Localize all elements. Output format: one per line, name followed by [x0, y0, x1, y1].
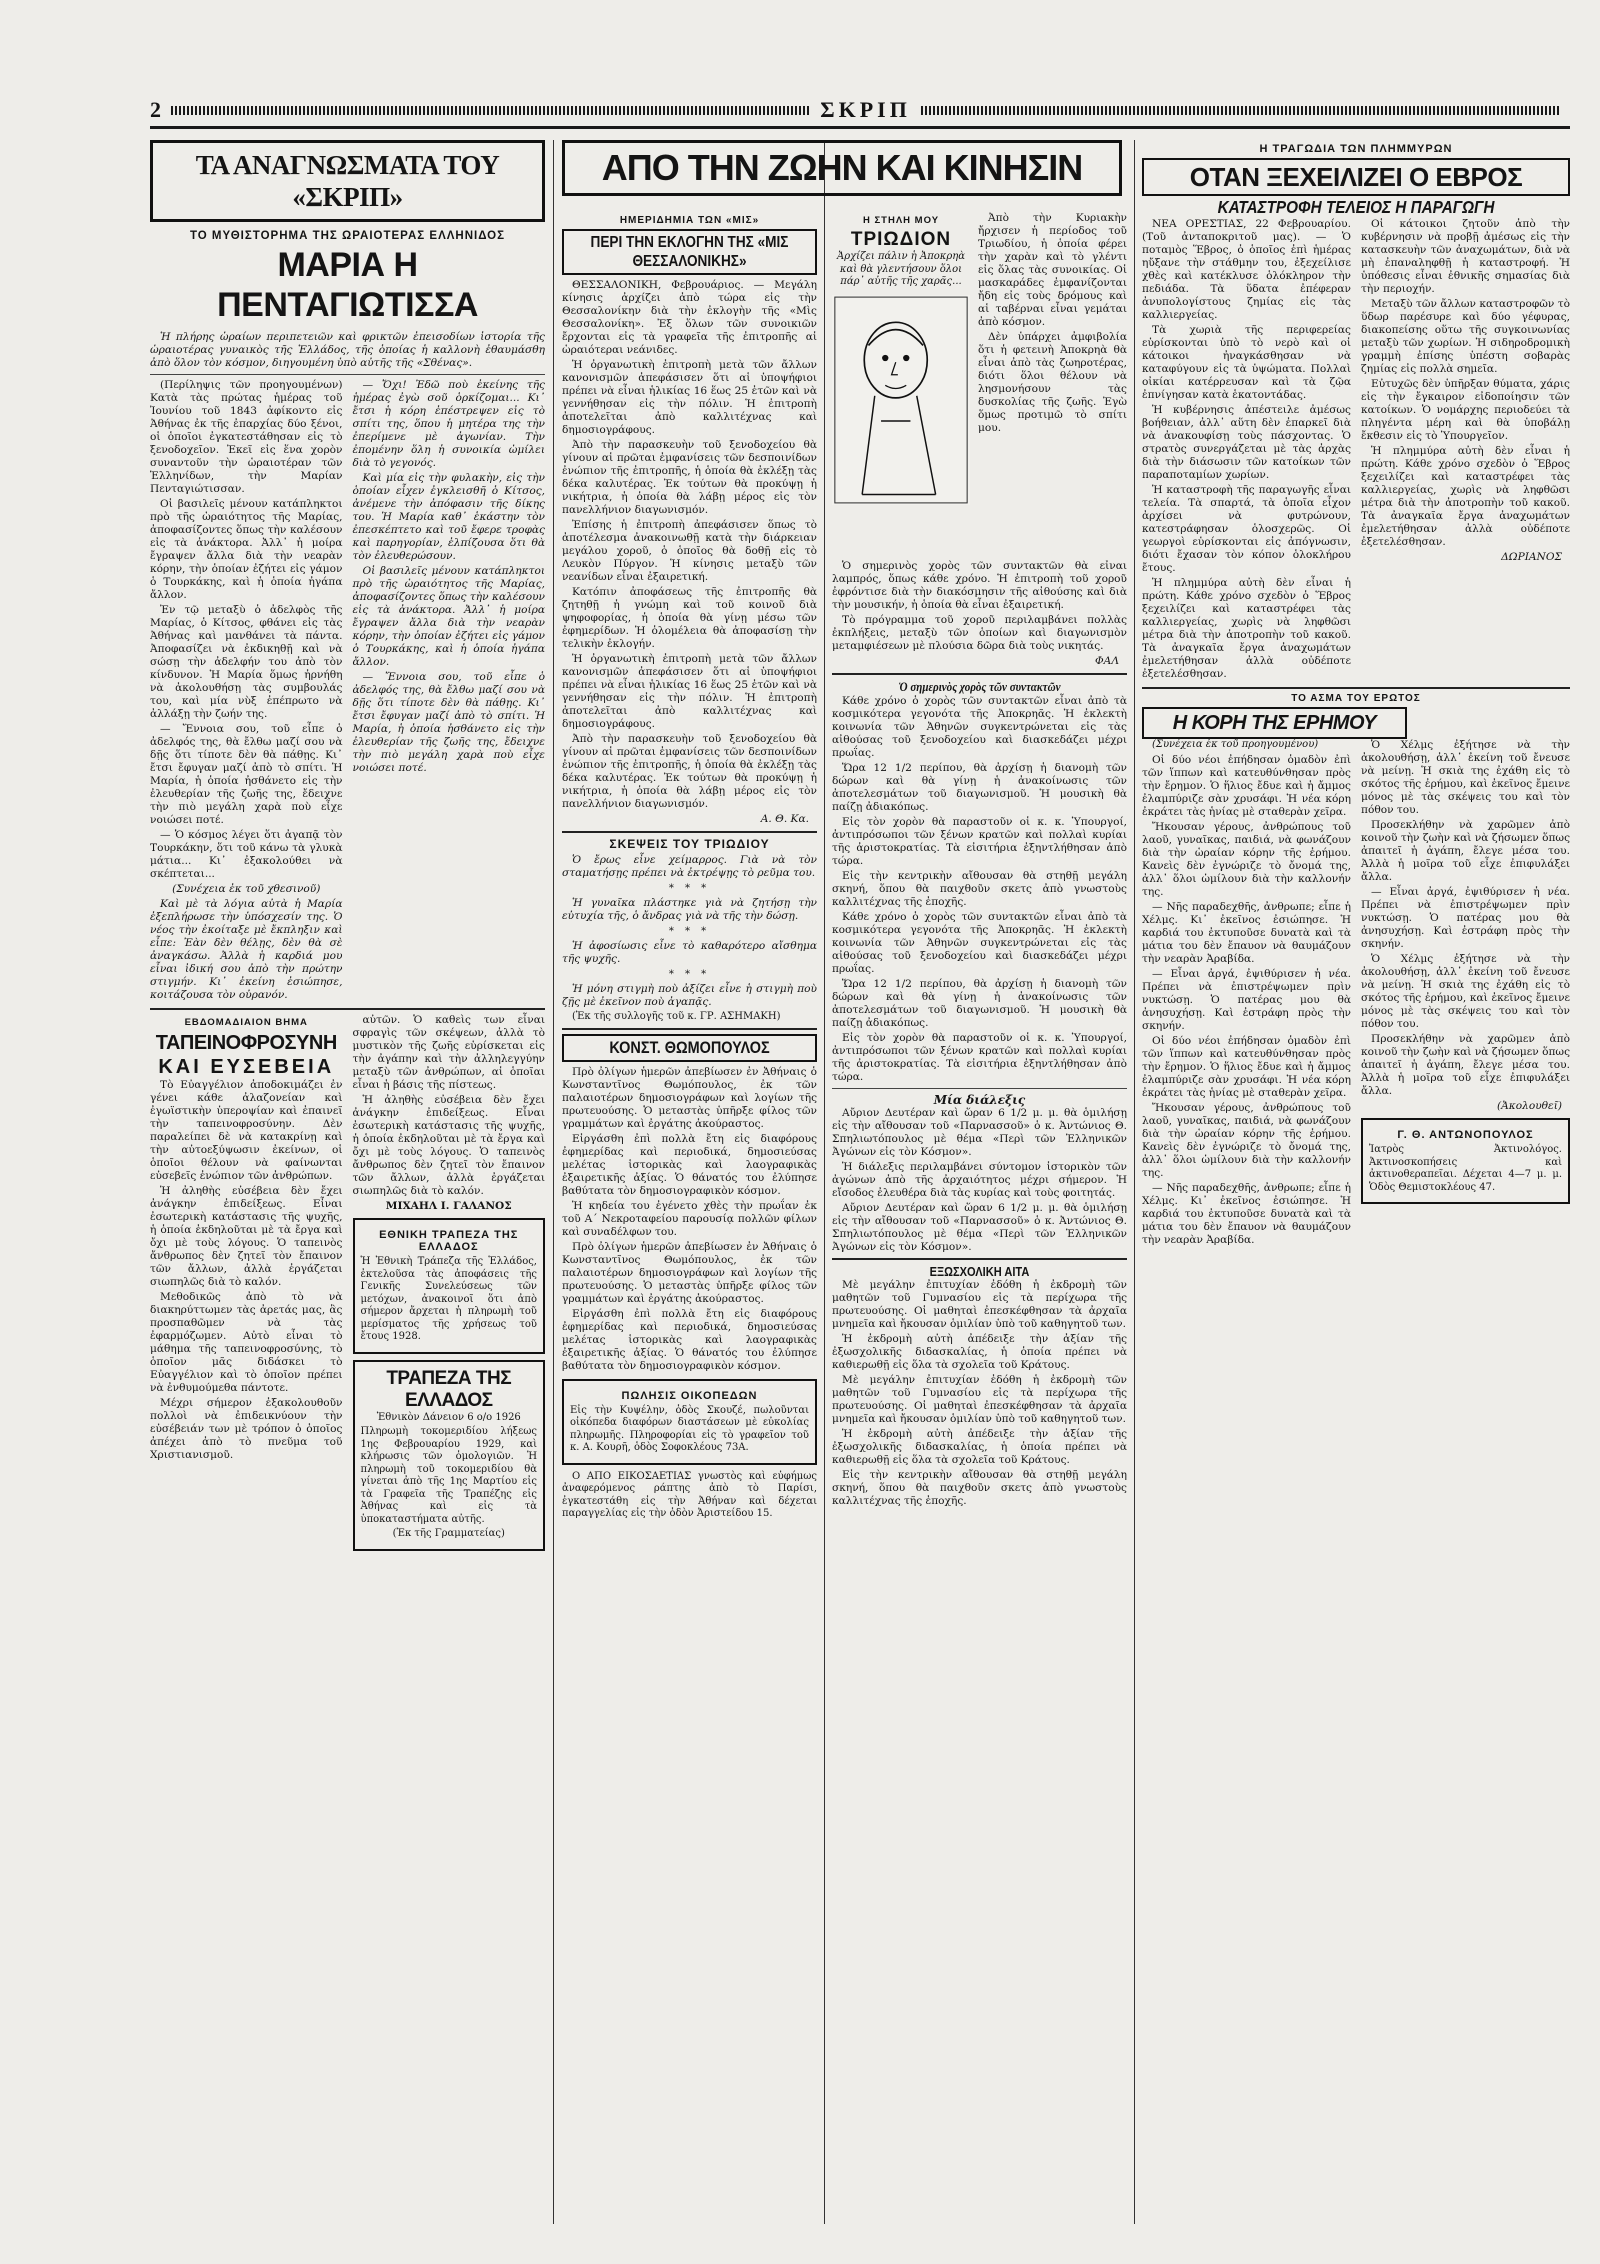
paragraph: Εἰργάσθη ἐπὶ πολλὰ ἔτη εἰς διαφόρους ἐφημερίδας καὶ περιοδικά, δημοσιεύσας μελέτας ἱστορικὰς καὶ λαογραφικὰς ἐξαιρετικῆς ἀξίας. Ὁ θάνατός του ἐλύπησε βαθύτατα τὸν δημοσιογραφικὸν κόσμον. — [562, 1132, 817, 1197]
obituary-title: ΚΟΝΣΤ. ΘΩΜΟΠΟΥΛΟΣ — [609, 1037, 770, 1057]
obituary-title-box — [562, 1034, 817, 1062]
paragraph: Ἡ ὀργανωτικὴ ἐπιτροπὴ μετὰ τῶν ἄλλων κανονισμῶν ἀπεφάσισεν ὅτι αἱ ὑποψήφιοι πρέπει νὰ εἶναι ἡλικίας 16 ἕως 25 ἐτῶν καὶ νὰ γεννήθησαν εἰς τὴν πόλιν. Ἡ ἐπιτροπὴ ἀποτελεῖται ἀπὸ καλλιτέχνας καὶ δημοσιογράφους. — [562, 359, 817, 436]
masthead-rule-left — [171, 106, 810, 115]
land-sale-title: ΠΩΛΗΣΙΣ ΟΙΚΟΠΕΔΩΝ — [621, 1389, 758, 1402]
paragraph: — Εἶναι ἀργά, ἐψιθύρισεν ἡ νέα. Πρέπει νὰ ἐπιστρέψωμεν πρὶν νυκτώσῃ. Ὁ πατέρας μου θὰ ἀνησυχήσῃ. Καὶ ἐστράφη πρὸς τὴν σκηνήν. — [1361, 886, 1570, 950]
eye-right — [903, 354, 909, 360]
paragraph: Ὁ Χέλμς ἐξήτησε νὰ τὴν ἀκολουθήσῃ, ἀλλ᾽ ἐκείνη τοῦ ἔνευσε νὰ μείνῃ. Ἡ σκιὰ της ἐχάθη εἰς τὸ σκότος τῆς ἐρήμου, καὶ ἐκεῖνος ἔμεινε μόνος μὲ τὰς σκέψεις του καὶ τὸν πόθον του. — [1361, 953, 1570, 1030]
doctor-ad — [1361, 1118, 1570, 1204]
paragraph: Τὰ χωριὰ τῆς περιφερείας εὑρίσκονται ὑπὸ τὸ νερὸ καὶ οἱ κάτοικοι ἠναγκάσθησαν νὰ καταφύγουν εἰς τὰ ὑψώματα. Πολλαὶ οἰκίαι κατέρρευσαν καὶ τὰ ζῷα ἐπνίγησαν κατὰ ἑκατοντάδας. — [1142, 324, 1351, 401]
religion-title-1: ΤΑΠΕΙΝΟΦΡΟΣΥΝΗ — [155, 1032, 337, 1054]
bank-notice-text: Πληρωμὴ τοκομεριδίου λήξεως 1ης Φεβρουαρίου 1929, καὶ κλήρωσις τῶν ὁμολογιῶν. Ἡ πληρωμὴ τοῦ τοκομεριδίου θὰ γίνεται ἀπὸ τῆς 1ης Μαρτίου εἰς τὰ Γραφεῖα τῆς Τραπέζης εἰς Ἀθήνας καὶ εἰς τὰ ὑποκαταστήματα αὐτῆς. — [360, 1426, 537, 1525]
paragraph: Ὁ Χέλμς ἐξήτησε νὰ τὴν ἀκολουθήσῃ, ἀλλ᾽ ἐκείνη τοῦ ἔνευσε νὰ μείνῃ. Ἡ σκιὰ της ἐχάθη εἰς τὸ σκότος τῆς ἐρήμου, καὶ ἐκεῖνος ἔμεινε μόνος μὲ τὰς σκέψεις του καὶ τὸν πόθον του. — [1361, 739, 1570, 816]
paragraph: ΘΕΣΣΑΛΟΝΙΚΗ, Φεβρουάριος. — Μεγάλη κίνησις ἀρχίζει ἀπὸ τώρα εἰς τὴν Θεσσαλονίκην διὰ τὴν ἐκλογὴν τῆς «Μὶς Θεσσαλονίκη». Ἐξ ὅλων τῶν συνοικιῶν ἔρχονται εἰς τὰ γραφεῖα τῆς ἐπιτροπῆς αἱ ὡραιότεραι νεάνιδες. — [562, 279, 817, 356]
article-signature: Α. Θ. Κα. — [760, 813, 809, 825]
religion-title-2: ΚΑΙ ΕΥΣΕΒΕΙΑ — [158, 1056, 335, 1078]
excursion-title: ΕΞΩΣΧΟΛΙΚΗ ΑΙΤΑ — [929, 1264, 1030, 1279]
paragraph: Ἀπὸ τὴν παρασκευὴν τοῦ ξενοδοχείου θὰ γίνουν αἱ πρῶται ἐμφανίσεις τῶν δεσποινίδων ἐνώπιον τῆς ἐπιτροπῆς, ἡ ὁποία θὰ ἐκλέξῃ τὰς δέκα καλυτέρας. Ἐκ τούτων θὰ προκύψῃ ἡ νικήτρια, ἡ ὁποία θὰ λάβῃ μέρος εἰς τὸν πανελλήνιον διαγωνισμόν. — [562, 439, 817, 516]
paragraph: Οἱ δύο νέοι ἐπήδησαν ὁμαδὸν ἐπὶ τῶν ἵππων καὶ κατευθύνθησαν πρὸς τὴν ἔρημον. Ὁ ἥλιος ἔδυε καὶ ἡ ἄμμος ἐλαμπύριζε σὰν χρυσάφι. Ἡ νέα κόρη ἐκράτει τὰς ἡνίας μὲ σταθερὰν χεῖρα. — [1142, 1034, 1351, 1099]
serial-body — [150, 379, 545, 1004]
illustration-frame — [835, 297, 967, 503]
divider — [832, 1258, 1127, 1260]
divider — [562, 1028, 817, 1030]
aphorism-source: (Ἐκ τῆς συλλογῆς τοῦ κ. ΓΡ. ΑΣΗΜΑΚΗ) — [572, 1011, 781, 1022]
paragraph: Ἡ πλημμύρα αὐτὴ δὲν εἶναι ἡ πρώτη. Κάθε χρόνο σχεδὸν ὁ Ἕβρος ξεχειλίζει καὶ καταστρέφει τὰς καλλιεργείας, χωρὶς νὰ ληφθῶσι μέτρα διὰ τὴν ἀποτροπὴν τοῦ κακοῦ. Τὰ ἀναγκαῖα ἔργα ἀναχωμάτων ἐμελετήθησαν ἀλλὰ οὐδέποτε ἐξετελέσθησαν. — [1361, 445, 1570, 548]
paragraph: Εἰργάσθη ἐπὶ πολλὰ ἔτη εἰς διαφόρους ἐφημερίδας καὶ περιοδικά, δημοσιεύσας μελέτας ἱστορικὰς καὶ λαογραφικὰς ἐξαιρετικῆς ἀξίας. Ὁ θάνατός του ἐλύπησε βαθύτατα τὸν δημοσιογραφικὸν κόσμον. — [562, 1307, 817, 1372]
bank-ad-title: ΕΘΝΙΚΗ ΤΡΑΠΕΖΑ ΤΗΣ ΕΛΛΑΔΟΣ — [379, 1229, 519, 1253]
paragraph: Ἡ καταστροφὴ τῆς παραγωγῆς εἶναι τελεία. Τὰ σπαρτά, τὰ ὁποῖα εἶχον ἀρχίσει νὰ φυτρώνουν, κατεστράφησαν ὁλοσχερῶς. Οἱ γεωργοὶ εὑρίσκονται εἰς ἀπόγνωσιν, διότι ἔχασαν τὸν κόπον ὁλοκλήρου ἔτους. — [1142, 484, 1351, 574]
serial-subcolumn-right — [353, 379, 546, 1004]
paragraph: Καὶ μὲ τὰ λόγια αὐτὰ ἡ Μαρία ἐξεπλήρωσε τὴν ὑπόσχεσίν της. Ὁ νέος τὴν ἐκοίταξε μὲ ἔκπληξιν καὶ εἶπε: Ἐὰν δὲν θέλῃς, δὲν θὰ σὲ ἀναγκάσω. Ἀλλὰ ἡ καρδιά μου εἶναι ἰδική σου ἀπὸ τὴν πρώτην στιγμήν. Κι᾽ ἐκείνη ἐσιώπησε, κοιτάζουσα τὸν οὐρανόν. — [150, 898, 343, 1001]
paragraph: Δὲν ὑπάρχει ἀμφιβολία ὅτι ἡ φετεινὴ Ἀποκρηὰ θὰ εἶναι ἀπὸ τὰς ζωηροτέρας, διότι ὅλοι θέλουν νὰ λησμονήσουν τὰς δυσκολίας τῆς ζωῆς. Ἐγὼ ὅμως προτιμῶ τὸ σπίτι μου. — [978, 331, 1127, 434]
flood-signature: ΔΩΡΙΑΝΟΣ — [1501, 551, 1562, 563]
series-banner: ΤΑ ΑΝΑΓΝΩΣΜΑΤΑ ΤΟΥ «ΣΚΡΙΠ» — [195, 150, 500, 212]
bank-ad-text: Ἡ Ἐθνικὴ Τράπεζα τῆς Ἑλλάδος, ἐκτελοῦσα τὰς ἀποφάσεις τῆς Γενικῆς Συνελεύσεως τῶν μετόχων, ἀνακοινοῖ ὅτι ἀπὸ σήμερον ἄρχεται ἡ πληρωμὴ τοῦ μερίσματος τῆς χρήσεως τοῦ ἔτους 1928. — [360, 1256, 537, 1342]
paragraph: ΝΕΑ ΟΡΕΣΤΙΑΣ, 22 Φεβρουαρίου. (Τοῦ ἀνταποκριτοῦ μας). — Ὁ ποταμὸς Ἕβρος, ὁ ὁποῖος ἐπὶ ἡμέρας ηὔξανε τὴν στάθμην του, ἐξεχείλισε χθὲς καὶ κατέκλυσε ὁλόκληρον τὴν πεδιάδα. Τὰ ὕδατα ἐπέφεραν ἀνυπολογίστους ζημίας εἰς τὰς καλλιεργείας. — [1142, 218, 1351, 321]
life-banner-box — [562, 140, 1122, 196]
flood-body — [1142, 218, 1570, 683]
bank-ad — [353, 1218, 546, 1354]
divider — [150, 1008, 545, 1010]
paragraph: Ἡ ὀργανωτικὴ ἐπιτροπὴ μετὰ τῶν ἄλλων κανονισμῶν ἀπεφάσισεν ὅτι αἱ ὑποψήφιοι πρέπει νὰ εἶναι ἡλικίας 16 ἕως 25 ἐτῶν καὶ νὰ γεννήθησαν εἰς τὴν πόλιν. Ἡ ἐπιτροπὴ ἀποτελεῖται ἀπὸ καλλιτέχνας καὶ δημοσιογράφους. — [562, 653, 817, 730]
paragraph: Τὸ Εὐαγγέλιον ἀποδοκιμάζει ἐν γένει κάθε ἀλαζονείαν καὶ ἐγωϊστικὴν ὑπεροψίαν καὶ ἐπαινεῖ τὴν ταπεινοφροσύνην. Δὲν παραλείπει δὲ νὰ κατακρίνῃ καὶ τὴν αὐτοεξύψωσιν ἐκείνων, οἱ ὁποῖοι θέλουν νὰ φαίνωνται εὐσεβεῖς ἐνώπιον τῶν ἀνθρώπων. — [150, 1079, 343, 1182]
doctor-ad-title: Γ. Θ. ΑΝΤΩΝΟΠΟΥΛΟΣ — [1397, 1129, 1534, 1141]
separator-stars: * * * — [668, 883, 711, 894]
paragraph: Κάθε χρόνο ὁ χορὸς τῶν συντακτῶν εἶναι ἀπὸ τὰ κοσμικότερα γεγονότα τῆς Ἀποκρηᾶς. Ἡ ἐκλεκτὴ κοινωνία τῶν Ἀθηνῶν συγκεντρώνεται εἰς τὰς αἰθούσας τοῦ ξενοδοχείου καὶ διασκεδάζει μέχρι πρωΐας. — [832, 695, 1127, 759]
my-column-kicker: Η ΣΤΗΛΗ ΜΟΥ — [862, 215, 940, 226]
nose — [892, 362, 898, 375]
love-song-kicker: ΤΟ ΑΣΜΑ ΤΟΥ ΕΡΩΤΟΣ — [1291, 693, 1421, 704]
paragraph: Ἡ ἀληθὴς εὐσέβεια δὲν ἔχει ἀνάγκην ἐπιδείξεως. Εἶναι ἐσωτερικὴ κατάστασις τῆς ψυχῆς, ἡ ὁποία ἐκδηλοῦται μὲ τὰ ἔργα καὶ ὄχι μὲ τοὺς λόγους. Ὁ ταπεινὸς ἄνθρωπος δὲν ζητεῖ τὸν ἔπαινον τῶν ἄλλων, ἀλλὰ ἐργάζεται σιωπηλῶς διὰ τὸ καλόν. — [352, 1094, 545, 1197]
paragraph: Οἱ βασιλεῖς μένουν κατάπληκτοι πρὸ τῆς ὡραιότητος τῆς Μαρίας, ἀποφασίζοντες ὅπως τὴν καλέσουν εἰς τὰ ἀνάκτορα. Ἀλλ᾽ ἡ μοίρα ἔγραψεν ἄλλα διὰ τὴν νεαρὰν κόρην, τὴν ὁποίαν ἐζήτει εἰς γάμον ὁ Τουρκάκης, καὶ ἡ ὁποία ἠγάπα ἄλλον. — [150, 498, 343, 601]
paragraph: (Περίληψις τῶν προηγουμένων) Κατὰ τὰς πρώτας ἡμέρας τοῦ Ἰουνίου τοῦ 1843 ἀφίκοντο εἰς Ἀθήνας ἐκ τῆς ἐπαρχίας δύο ξένοι, οἱ ὁποῖοι ἐγκατεστάθησαν εἰς τὸ ξενοδοχεῖον. Ἐκεῖ εἰς ἕνα χορὸν συναντοῦν τὴν ὡραιοτέραν τῶν Ἑλληνίδων, τὴν Μαρίαν Πενταγιώτισσαν. — [150, 379, 343, 495]
religion-article-continued — [353, 1014, 546, 1557]
column-divider — [1134, 140, 1135, 2224]
my-column-intro: Ἀρχίζει πάλιν ἡ Ἀποκρηὰ καὶ θὰ γλεντήσουν ὅλοι πάρ᾽ αὐτῆς τῆς χαρᾶς... — [837, 251, 965, 287]
serial-title: ΜΑΡΙΑ Η ΠΕΝΤΑΓΙΩΤΙΣΣΑ — [217, 246, 478, 324]
desert-body — [1142, 739, 1570, 1249]
hair-line — [868, 329, 923, 345]
paragraph: Ἀπὸ τὴν Κυριακὴν ἤρχισεν ἡ περίοδος τοῦ Τριωδίου, ἡ ὁποία φέρει τὴν χαρὰν καὶ τὸ γλέντι εἰς ὅλας τὰς συνοικίας. Οἱ μασκαράδες ἐμφανίζονται ἤδη εἰς τοὺς δρόμους καὶ αἱ ταβέρναι εἶναι γεμάται ἀπὸ κόσμον. — [978, 212, 1127, 328]
paragraph: Εἰς τὸν χορὸν θὰ παραστοῦν οἱ κ. κ. Ὑπουργοί, ἀντιπρόσωποι τῶν ξένων κρατῶν καὶ πολλαὶ κυρίαι τῆς ἀριστοκρατίας. Τὰ εἰσιτήρια ἐξηντλήθησαν ἀπὸ τώρα. — [832, 816, 1127, 867]
flood-subcolumn-left — [1142, 218, 1351, 683]
life-banner: ΑΠΟ ΤΗΝ ΖΩΗΝ ΚΑΙ ΚΙΝΗΣΙΝ — [601, 147, 1083, 188]
paragraph: Εὐτυχῶς δὲν ὑπῆρξαν θύματα, χάρις εἰς τὴν ἔγκαιρον εἰδοποίησιν τῶν κατοίκων. Ὁ νομάρχης περιοδεύει τὰ πληγέντα μέρη καὶ θὰ ὑποβάλῃ ἔκθεσιν εἰς τὸ Ὑπουργεῖον. — [1361, 378, 1570, 442]
divider — [150, 374, 545, 375]
paragraph: — Ὁ κόσμος λέγει ὅτι ἀγαπᾷ τὸν Τουρκάκην, ὅτι τοῦ κάνω τὰ γλυκὰ μάτια... Κι᾽ ἐξακολούθει νὰ σκέπτεται... — [150, 829, 343, 880]
paragraph: Μὲ μεγάλην ἐπιτυχίαν ἐδόθη ἡ ἐκδρομὴ τῶν μαθητῶν τοῦ Γυμνασίου εἰς τὰ περίχωρα τῆς πρωτευούσης. Οἱ μαθηταὶ ἐπεσκέφθησαν τὰ ἀρχαῖα μνημεῖα καὶ ἤκουσαν ὁμιλίαν ὑπὸ τοῦ καθηγητοῦ των. — [832, 1374, 1127, 1425]
column-divider — [553, 140, 554, 2224]
dance-title: Ὁ σημερινὸς χορὸς τῶν συντακτῶν — [898, 679, 1061, 694]
paragraph: — Ὄχι! Ἐδῶ ποὺ ἐκείνης τῆς ἡμέρας ἐγὼ σοῦ ὁρκίζομαι... Κι᾽ ἔτσι ἡ κόρη ἐπέστρεψεν εἰς τὸ σπίτι της, ὅπου ἡ μητέρα της τὴν ἐπερίμενε μὲ ἀγωνίαν. Τὴν ἐπομένην ὅλη ἡ συνοικία ὡμίλει διὰ τὸ γεγονός. — [352, 379, 545, 469]
paragraph: Ἡ πλημμύρα αὐτὴ δὲν εἶναι ἡ πρώτη. Κάθε χρόνο σχεδὸν ὁ Ἕβρος ξεχειλίζει καὶ καταστρέφει τὰς καλλιεργείας, χωρὶς νὰ ληφθῶσι μέτρα διὰ τὴν ἀποτροπὴν τοῦ κακοῦ. Τὰ ἀναγκαῖα ἔργα ἀναχωμάτων ἐμελετήθησαν ἀλλὰ οὐδέποτε ἐξετελέσθησαν. — [1142, 577, 1351, 680]
masthead — [150, 96, 1570, 124]
land-sale-text: Εἰς τὴν Κυψέλην, ὁδὸς Σκουζέ, πωλοῦνται οἰκόπεδα διαφόρων διαστάσεων μὲ εὐκολίας πληρωμῆς. Πληροφορίαι εἰς τὸ γραφεῖον τοῦ κ. Α. Κουρῆ, ὁδὸς Σοφοκλέους 73Α. — [570, 1404, 809, 1453]
separator-stars: * * * — [668, 926, 711, 937]
column-miss — [562, 212, 817, 2224]
paragraph: Κατόπιν ἀποφάσεως τῆς ἐπιτροπῆς θὰ ζητηθῇ ἡ γνώμη καὶ τοῦ κοινοῦ διὰ ψηφοφορίας, ἡ ὁποία θὰ γίνῃ μέσω τῶν ἐφημερίδων. Ἡ ὁλομέλεια θὰ ἀποφασίσῃ τὴν τελικὴν ἐκλογήν. — [562, 586, 817, 650]
serial-intro: Ἡ πλήρης ὡραίων περιπετειῶν καὶ φρικτῶν ἐπεισοδίων ἱστορία τῆς ὡραιοτέρας γυναικὸς τῆς Ἑλλάδος, τῆς ὁποίας ἡ καλλονὴ ἐθαυμάσθη ἀπὸ ὅλον τὸν κόσμον, διηγουμένη ὑπὸ αὐτῆς τῆς «Σθένας». — [150, 331, 545, 369]
paragraph: Μὲ μεγάλην ἐπιτυχίαν ἐδόθη ἡ ἐκδρομὴ τῶν μαθητῶν τοῦ Γυμνασίου εἰς τὰ περίχωρα τῆς πρωτευούσης. Οἱ μαθηταὶ ἐπεσκέφθησαν τὰ ἀρχαῖα μνημεῖα καὶ ἤκουσαν ὁμιλίαν ὑπὸ τοῦ καθηγητοῦ των. — [832, 1279, 1127, 1330]
author-signature: ΜΙΧΑΗΛ Ι. ΓΑΛΑΝΟΣ — [385, 1200, 512, 1212]
paragraph: Ἡ ἐκδρομὴ αὐτὴ ἀπέδειξε τὴν ἀξίαν τῆς ἐξωσχολικῆς διδασκαλίας, ἡ ὁποία πρέπει νὰ καθιερωθῇ εἰς ὅλα τὰ σχολεῖα τοῦ Κράτους. — [832, 1333, 1127, 1371]
column-signature: ΦΑΛ — [1095, 655, 1119, 667]
serial-subtitle: ΤΟ ΜΥΘΙΣΤΟΡΗΜΑ ΤΗΣ ΩΡΑΙΟΤΕΡΑΣ ΕΛΛΗΝΙΔΟΣ — [189, 230, 506, 242]
paragraph: Ἡ ἐκδρομὴ αὐτὴ ἀπέδειξε τὴν ἀξίαν τῆς ἐξωσχολικῆς διδασκαλίας, ἡ ὁποία πρέπει νὰ καθιερωθῇ εἰς ὅλα τὰ σχολεῖα τοῦ Κράτους. — [832, 1428, 1127, 1466]
divider — [1142, 687, 1570, 689]
bank-notice-title: ΤΡΑΠΕΖΑ ΤΗΣ ΕΛΛΑΔΟΣ — [386, 1367, 512, 1411]
paragraph: Ἀπὸ τὴν παρασκευὴν τοῦ ξενοδοχείου θὰ γίνουν αἱ πρῶται ἐμφανίσεις τῶν δεσποινίδων ἐνώπιον τῆς ἐπιτροπῆς, ἡ ὁποία θὰ ἐκλέξῃ τὰς δέκα καλυτέρας. Ἐκ τούτων θὰ προκύψῃ ἡ νικήτρια, ἡ ὁποία θὰ λάβῃ μέρος εἰς τὸν πανελλήνιον διαγωνισμόν. — [562, 733, 817, 810]
flood-title-2: ΚΑΤΑΣΤΡΟΦΗ ΤΕΛΕΙΟΣ Η ΠΑΡΑΓΩΓΗ — [1217, 197, 1495, 217]
my-column-title: ΤΡΙΩΔΙΟΝ — [850, 229, 952, 250]
flood-kicker: Η ΤΡΑΓΩΔΙΑ ΤΩΝ ΠΛΗΜΜΥΡΩΝ — [1259, 143, 1453, 155]
divider — [562, 831, 817, 833]
paragraph: Ὁ σημερινὸς χορὸς τῶν συντακτῶν θὰ εἶναι λαμπρός, ὅπως κάθε χρόνο. Ἡ ἐπιτροπὴ τοῦ χοροῦ ἐφρόντισε διὰ τὴν διακόσμησιν τῆς αἰθούσης καὶ διὰ τὴν μουσικήν, ἡ ὁποία θὰ εἶναι ἐξαιρετική. — [832, 560, 1127, 611]
bank-notice-ad — [353, 1360, 546, 1551]
paragraph: Ἡ διάλεξις περιλαμβάνει σύντομον ἱστορικὸν τῶν ἀγώνων ἀπὸ τῆς ἀρχαιότητος μέχρι σήμερον. Ἡ εἴσοδος ἐλευθέρα διὰ τὰς κυρίας καὶ τοὺς φοιτητάς. — [832, 1161, 1127, 1199]
serial-subcolumn-left — [150, 379, 343, 1004]
desert-title-box — [1142, 707, 1407, 739]
paragraph: Κάθε χρόνο ὁ χορὸς τῶν συντακτῶν εἶναι ἀπὸ τὰ κοσμικότερα γεγονότα τῆς Ἀποκρηᾶς. Ἡ ἐκλεκτὴ κοινωνία τῶν Ἀθηνῶν συγκεντρώνεται εἰς τὰς αἰθούσας τοῦ ξενοδοχείου καὶ διασκεδάζει μέχρι πρωΐας. — [832, 911, 1127, 975]
doctor-ad-text: Ἰατρὸς Ἀκτινολόγος. Ἀκτινοσκοπήσεις καὶ ἀκτινοθεραπεῖαι. Δέχεται 4—7 μ. μ. Ὁδὸς Θεμιστοκλέους 47. — [1369, 1144, 1562, 1193]
miss-kicker: ΗΜΕΡΙΔΗΜΙΑ ΤΩΝ «ΜΙΣ» — [619, 215, 760, 226]
land-sale-ad — [562, 1379, 817, 1465]
paragraph: Οἱ βασιλεῖς μένουν κατάπληκτοι πρὸ τῆς ὡραιότητος τῆς Μαρίας, ἀποφασίζοντες ὅπως τὴν καλέσουν εἰς τὰ ἀνάκτορα. Ἀλλ᾽ ἡ μοίρα ἔγραψεν ἄλλα διὰ τὴν νεαρὰν κόρην, τὴν ὁποίαν ἐζήτει εἰς γάμον ὁ Τουρκάκης, καὶ ἡ ὁποία ἠγάπα ἄλλον. — [352, 565, 545, 668]
paragraph: Μεταξὺ τῶν ἄλλων καταστροφῶν τὸ ὕδωρ παρέσυρε καὶ δύο γέφυρας, διακοπείσης οὕτω τῆς συγκοινωνίας μεταξὺ τῶν χωρίων. Ἡ σιδηροδρομικὴ γραμμὴ ἐπίσης ὑπέστη σοβαρὰς ζημίας εἰς πολλὰ σημεῖα. — [1361, 298, 1570, 375]
paragraph: Ἐν τῷ μεταξὺ ὁ ἀδελφὸς τῆς Μαρίας, ὁ Κίτσος, φθάνει εἰς τὰς Ἀθήνας καὶ μανθάνει τὰ πάντα. Ἀποφασίζει νὰ ἐκδικηθῇ καὶ νὰ σώσῃ τὴν ἀδελφήν του ἀπὸ τὸν κίνδυνον. Ἡ Μαρία ὅμως ἠρνήθη νὰ ἀκολουθήσῃ τὰς συμβουλάς του, καὶ μία νὺξ ἐπέπρωτο νὰ ἀλλάξῃ τὴν ζωήν της. — [150, 604, 343, 720]
aphorism: Ἡ ἀφοσίωσις εἶνε τὸ καθαρότερο αἴσθημα τῆς ψυχῆς. — [562, 940, 817, 965]
paragraph: αὐτῶν. Ὁ καθεὶς των εἶναι σφραγὶς τῶν σκέψεων, ἀλλὰ τὸ μυστικὸν τῆς ζωῆς εὑρίσκεται εἰς τὴν ἀγάπην καὶ τὴν ἀλληλεγγύην μεταξὺ τῶν ἀνθρώπων, αἱ ὁποῖαι εἶναι ἡ βάσις τῆς πίστεως. — [352, 1014, 545, 1091]
paragraph: Ἡ κηδεία του ἐγένετο χθὲς τὴν πρωΐαν ἐκ τοῦ Α΄ Νεκροταφείου παρουσίᾳ πολλῶν φίλων καὶ συναδέλφων του. — [562, 1199, 817, 1238]
paragraph: — Ἔννοια σου, τοῦ εἶπε ὁ ἀδελφός της, θὰ ἔλθω μαζί σου νὰ δῇς ὅτι τίποτε δὲν θὰ πάθῃς. Κι᾽ ἔτσι ἔφυγαν μαζί ἀπὸ τὸ σπίτι. Ἡ Μαρία, ἡ ὁποία ἠσθάνετο εἰς τὴν ἐλευθερίαν τῆς ζωῆς της, ἔδειχνε τὴν πιὸ μεγάλη χαρὰ ποὺ εἶχε νοιώσει ποτέ. — [150, 723, 343, 826]
continuation-note: (Συνέχεια ἐκ τοῦ χθεσινοῦ) — [172, 883, 321, 895]
paragraph: Καὶ μία εἰς τὴν φυλακὴν, εἰς τὴν ὁποίαν εἶχεν ἐγκλεισθῆ ὁ Κίτσος, ἀνέμενε τὴν ἀπόφασιν τῆς δίκης του. Ἡ Μαρία καθ᾽ ἑκάστην τὸν ἐπεσκέπτετο καὶ τοῦ ἔφερε τροφὰς καὶ παρηγορίαν, ἐλπίζουσα ὅτι θὰ τὸν ἐλευθερώσουν. — [352, 472, 545, 562]
bank-notice-sub: Ἐθνικὸν Δάνειον 6 o/o 1926 — [376, 1411, 521, 1423]
column-serial — [150, 140, 545, 2224]
divider — [832, 673, 1127, 675]
miss-title: ΠΕΡΙ ΤΗΝ ΕΚΛΟΓΗΝ ΤΗΣ «ΜΙΣ ΘΕΣΣΑΛΟΝΙΚΗΣ» — [590, 234, 789, 270]
desert-note: (Ἀκολουθεῖ) — [1497, 1100, 1562, 1112]
aphorism: Ὁ ἔρως εἶνε χείμαρρος. Γιὰ νὰ τὸν σταματήσῃς πρέπει νὰ ἐκτρέψῃς τὸ ρεῦμα του. — [562, 854, 817, 879]
paragraph: Ἤκουσαν γέρους, ἀνθρώπους τοῦ λαοῦ, γυναῖκας, παιδιά, νὰ φωνάζουν διὰ τὴν ὡραίαν κόρην τῆς ἐρήμου. Κανεὶς δὲν ἐγνώριζε τὸ ὄνομά της, ἀλλ᾽ ὅλοι ὡμίλουν διὰ τὴν καλλονήν της. — [1142, 1101, 1351, 1179]
paragraph: Αὔριον Δευτέραν καὶ ὥραν 6 1/2 μ. μ. θὰ ὁμιλήσῃ εἰς τὴν αἴθουσαν τοῦ «Παρνασσοῦ» ὁ κ. Ἀντώνιος Θ. Σπηλιωτόπουλος μὲ θέμα «Περὶ τῶν Ἑλληνικῶν Ἀγώνων εἰς τὸν Κόσμον». — [832, 1202, 1127, 1253]
separator-stars: * * * — [668, 969, 711, 980]
mouth — [885, 385, 906, 388]
newspaper-title: ΣΚΡΙΠ — [820, 97, 911, 122]
body-lines — [862, 395, 936, 494]
paragraph: Εἰς τὸν χορὸν θὰ παραστοῦν οἱ κ. κ. Ὑπουργοί, ἀντιπρόσωποι τῶν ξένων κρατῶν καὶ πολλαὶ κυρίαι τῆς ἀριστοκρατίας. Τὰ εἰσιτήρια ἐξηντλήθησαν ἀπὸ τώρα. — [832, 1032, 1127, 1083]
flood-title-1: ΟΤΑΝ ΞΕΧΕΙΛΙΖΕΙ Ο ΕΒΡΟΣ — [1189, 162, 1523, 192]
bank-notice-sig: (Ἐκ τῆς Γραμματείας) — [392, 1528, 505, 1539]
column-flood — [1142, 140, 1570, 2224]
paragraph: Οἱ κάτοικοι ζητοῦν ἀπὸ τὴν κυβέρνησιν νὰ προβῇ ἀμέσως εἰς τὴν κατασκευὴν τῶν ἀναχωμάτων, διὰ νὰ μὴ ἐπαναληφθῇ ἡ καταστροφή. Ἡ ὑπόθεσις εἶναι ἐθνικῆς σημασίας διὰ τὴν περιοχήν. — [1361, 218, 1570, 295]
paragraph: Ὥρα 12 1/2 περίπου, θὰ ἀρχίσῃ ἡ διανομὴ τῶν δώρων καὶ θὰ γίνῃ ἡ ἀνακοίνωσις τῶν ἀποτελεσμάτων τοῦ διαγωνισμοῦ. Ἡ μουσικὴ θὰ παίζῃ ἀδιακόπως. — [832, 978, 1127, 1029]
page-number: 2 — [150, 97, 161, 122]
paragraph: Ὥρα 12 1/2 περίπου, θὰ ἀρχίσῃ ἡ διανομὴ τῶν δώρων καὶ θὰ γίνῃ ἡ ἀνακοίνωσις τῶν ἀποτελεσμάτων τοῦ διαγωνισμοῦ. Ἡ μουσικὴ θὰ παίζῃ ἀδιακόπως. — [832, 762, 1127, 813]
paragraph: — Νῆς παραδεχθῆς, ἀνθρωπε; εἶπε ἡ Χέλμς. Κι᾽ ἐκεῖνος ἐσιώπησε. Ἡ καρδιά του ἐκτυποῦσε δυνατὰ καὶ τὰ μάτια του δὲν ἔπαυον νὰ θαυμάζουν τὴν νεαρὰν Ἀραβίδα. — [1142, 1181, 1351, 1246]
paragraph: Εἰς τὴν κεντρικὴν αἴθουσαν θὰ στηθῇ μεγάλη σκηνή, ὅπου θὰ παιχθοῦν σκετς ἀπὸ γνωστοὺς καλλιτέχνας τῆς ἐποχῆς. — [832, 1469, 1127, 1507]
paragraph: Μέχρι σήμερον ἐξακολουθοῦν πολλοὶ νὰ ἐπιδεικνύουν τὴν εὐσέβειάν των μὲ τρόπον ὁ ὁποῖος ἀπέχει ἀπὸ τὸ πνεῦμα τοῦ Χριστιανισμοῦ. — [150, 1397, 343, 1461]
column-dance — [832, 560, 1127, 2224]
paragraph: Πρὸ ὀλίγων ἡμερῶν ἀπεβίωσεν ἐν Ἀθήναις ὁ Κωνσταντῖνος Θωμόπουλος, ἐκ τῶν παλαιοτέρων δημοσιογράφων καὶ λογίων τῆς πρωτευούσης. Ὁ μεταστὰς ὑπῆρξε φίλος τῶν γραμμάτων καὶ ἐργάτης ἀκούραστος. — [562, 1240, 817, 1305]
desert-subcolumn-right — [1361, 739, 1570, 1249]
series-banner-box — [150, 140, 545, 222]
aphorism: Ἡ γυναῖκα πλάστηκε γιὰ νὰ ζητήσῃ τὴν εὐτυχία τῆς, ὁ ἄνδρας γιὰ νὰ τῆς τὴν δώσῃ. — [562, 897, 817, 922]
head-shape — [864, 322, 927, 398]
paragraph: Ἡ ἀληθὴς εὐσέβεια δὲν ἔχει ἀνάγκην ἐπιδείξεως. Εἶναι ἐσωτερικὴ κατάστασις τῆς ψυχῆς, ἡ ὁποία ἐκδηλοῦται μὲ τὰ ἔργα καὶ ὄχι μὲ τοὺς λόγους. Ὁ ταπεινὸς ἄνθρωπος δὲν ζητεῖ τὸν ἔπαινον τῶν ἄλλων, ἀλλὰ ἐργάζεται σιωπηλῶς διὰ τὸ καλόν. — [150, 1185, 343, 1288]
religion-kicker: ΕΒΔΟΜΑΔΙΑΙΟΝ ΒΗΜΑ — [184, 1017, 308, 1028]
masthead-divider — [150, 126, 1570, 129]
flood-subcolumn-right — [1361, 218, 1570, 683]
thoughts-title: ΣΚΕΨΕΙΣ ΤΟΥ ΤΡΙΩΔΙΟΥ — [609, 837, 770, 851]
religion-section — [150, 1014, 545, 1557]
paragraph: Τὸ πρόγραμμα τοῦ χοροῦ περιλαμβάνει πολλὰς ἐκπλήξεις, μεταξὺ τῶν ὁποίων καὶ διαγωνισμὸν μεταμφιέσεων μὲ πλούσια δῶρα διὰ τοὺς νικητάς. — [832, 614, 1127, 652]
paragraph: Προσεκλήθην νὰ χαρῶμεν ἀπὸ κοινοῦ τὴν ζωὴν καὶ νὰ ζήσωμεν ὅπως ἀπαιτεῖ ἡ ἀγάπη, ἔλεγε μέσα του. Ἀλλὰ ἡ μοῖρα τοῦ εἶχε ἐπιφυλάξει ἄλλα. — [1361, 1033, 1570, 1097]
eye-left — [882, 354, 888, 360]
paragraph: Ἐπίσης ἡ ἐπιτροπὴ ἀπεφάσισεν ὅπως τὸ ἀποτέλεσμα ἀνακοινωθῇ κατὰ τὴν διάρκειαν μεγάλου χοροῦ, ὁ ὁποῖος θὰ δοθῇ εἰς τὸ Λευκὸν Πύργον. Ἡ κίνησις μεταξὺ τῶν νεανίδων εἶναι ἐξαιρετική. — [562, 519, 817, 583]
flood-title-box — [1142, 158, 1570, 196]
divider — [832, 1088, 1127, 1089]
lecture-title: Μία διάλεξις — [933, 1093, 1026, 1107]
tailor-notice: Ο ΑΠΟ ΕΙΚΟΣΑΕΤΙΑΣ γνωστὸς καὶ εὐφήμως ἀναφερόμενος ράπτης ἀπὸ τὸ Παρίσι, ἐγκατεστάθη εἰς τὴν Ἀθήναν καὶ δέχεται παραγγελίας εἰς τὴν ὁδὸν Ἀριστείδου 15. — [562, 1470, 817, 1519]
paragraph: Ἤκουσαν γέρους, ἀνθρώπους τοῦ λαοῦ, γυναῖκας, παιδιά, νὰ φωνάζουν διὰ τὴν ὡραίαν κόρην τῆς ἐρήμου. Κανεὶς δὲν ἐγνώριζε τὸ ὄνομά της, ἀλλ᾽ ὅλοι ὡμίλουν διὰ τὴν καλλονήν της. — [1142, 820, 1351, 898]
paragraph: Πρὸ ὀλίγων ἡμερῶν ἀπεβίωσεν ἐν Ἀθήναις ὁ Κωνσταντῖνος Θωμόπουλος, ἐκ τῶν παλαιοτέρων δημοσιογράφων καὶ λογίων τῆς πρωτευούσης. Ὁ μεταστὰς ὑπῆρξε φίλος τῶν γραμμάτων καὶ ἐργάτης ἀκούραστος. — [562, 1065, 817, 1130]
religion-article — [150, 1014, 343, 1557]
paragraph: — Εἶναι ἀργά, ἐψιθύρισεν ἡ νέα. Πρέπει νὰ ἐπιστρέψωμεν πρὶν νυκτώσῃ. Ὁ πατέρας μου θὰ ἀνησυχήσῃ. Καὶ ἐστράφη πρὸς τὴν σκηνήν. — [1142, 967, 1351, 1032]
masthead-rule-right — [921, 106, 1560, 115]
miss-title-box — [562, 229, 817, 275]
caricature-illustration — [832, 295, 970, 505]
paragraph: Προσεκλήθην νὰ χαρῶμεν ἀπὸ κοινοῦ τὴν ζωὴν καὶ νὰ ζήσωμεν ὅπως ἀπαιτεῖ ἡ ἀγάπη, ἔλεγε μέσα του. Ἀλλὰ ἡ μοῖρα τοῦ εἶχε ἐπιφυλάξει ἄλλα. — [1361, 819, 1570, 883]
paragraph: Αὔριον Δευτέραν καὶ ὥραν 6 1/2 μ. μ. θὰ ὁμιλήσῃ εἰς τὴν αἴθουσαν τοῦ «Παρνασσοῦ» ὁ κ. Ἀντώνιος Θ. Σπηλιωτόπουλος μὲ θέμα «Περὶ τῶν Ἑλληνικῶν Ἀγώνων εἰς τὸν Κόσμον». — [832, 1107, 1127, 1158]
paragraph: Μεθοδικῶς ἀπὸ τὸ νὰ διακηρύττωμεν τὰς ἀρετάς μας, ἂς προσπαθῶμεν νὰ τὰς ἐφαρμόζωμεν. Αὐτὸ εἶναι τὸ μάθημα τῆς ταπεινοφροσύνης, τὸ ὁποῖον μᾶς διδάσκει τὸ Εὐαγγέλιον καὶ τὸ ὁποῖον πρέπει νὰ ἐνθυμούμεθα πάντοτε. — [150, 1291, 343, 1394]
desert-title: Η ΚΟΡΗ ΤΗΣ ΕΡΗΜΟΥ — [1172, 712, 1377, 734]
paragraph: — Ἔννοια σου, τοῦ εἶπε ὁ ἀδελφός της, θὰ ἔλθω μαζί σου νὰ δῇς ὅτι τίποτε δὲν θὰ πάθῃς. Κι᾽ ἔτσι ἔφυγαν μαζί ἀπὸ τὸ σπίτι. Ἡ Μαρία, ἡ ὁποία ἠσθάνετο εἰς τὴν ἐλευθερίαν τῆς ζωῆς της, ἔδειχνε τὴν πιὸ μεγάλη χαρὰ ποὺ εἶχε νοιώσει ποτέ. — [352, 671, 545, 774]
paragraph: Οἱ δύο νέοι ἐπήδησαν ὁμαδὸν ἐπὶ τῶν ἵππων καὶ κατευθύνθησαν πρὸς τὴν ἔρημον. Ὁ ἥλιος ἔδυε καὶ ἡ ἄμμος ἐλαμπύριζε σὰν χρυσάφι. Ἡ νέα κόρη ἐκράτει τὰς ἡνίας μὲ σταθερὰν χεῖρα. — [1142, 753, 1351, 818]
paragraph: — Νῆς παραδεχθῆς, ἀνθρωπε; εἶπε ἡ Χέλμς. Κι᾽ ἐκεῖνος ἐσιώπησε. Ἡ καρδιά του ἐκτυποῦσε δυνατὰ καὶ τὰ μάτια του δὲν ἔπαυον νὰ θαυμάζουν τὴν νεαρὰν Ἀραβίδα. — [1142, 900, 1351, 965]
paragraph: Εἰς τὴν κεντρικὴν αἴθουσαν θὰ στηθῇ μεγάλη σκηνή, ὅπου θὰ παιχθοῦν σκετς ἀπὸ γνωστοὺς καλλιτέχνας τῆς ἐποχῆς. — [832, 870, 1127, 908]
aphorism: Ἡ μόνη στιγμὴ ποὺ ἀξίζει εἶνε ἡ στιγμὴ ποὺ ζῇς μὲ ἐκεῖνον ποὺ ἀγαπᾷς. — [562, 983, 817, 1008]
paragraph: Ἡ κυβέρνησις ἀπέστειλε ἀμέσως βοήθειαν, ἀλλ᾽ αὕτη δὲν ἐπαρκεῖ διὰ νὰ ἀνακουφίσῃ τοὺς πάσχοντας. Ὁ στρατὸς συνεργάζεται μὲ τὰς ἀρχὰς διὰ τὴν διάσωσιν τῶν κατοίκων τῶν παραποταμίων χωρίων. — [1142, 404, 1351, 481]
desert-continuation: (Συνέχεια ἐκ τοῦ προηγουμένου) — [1152, 739, 1319, 750]
desert-subcolumn-left — [1142, 739, 1351, 1249]
